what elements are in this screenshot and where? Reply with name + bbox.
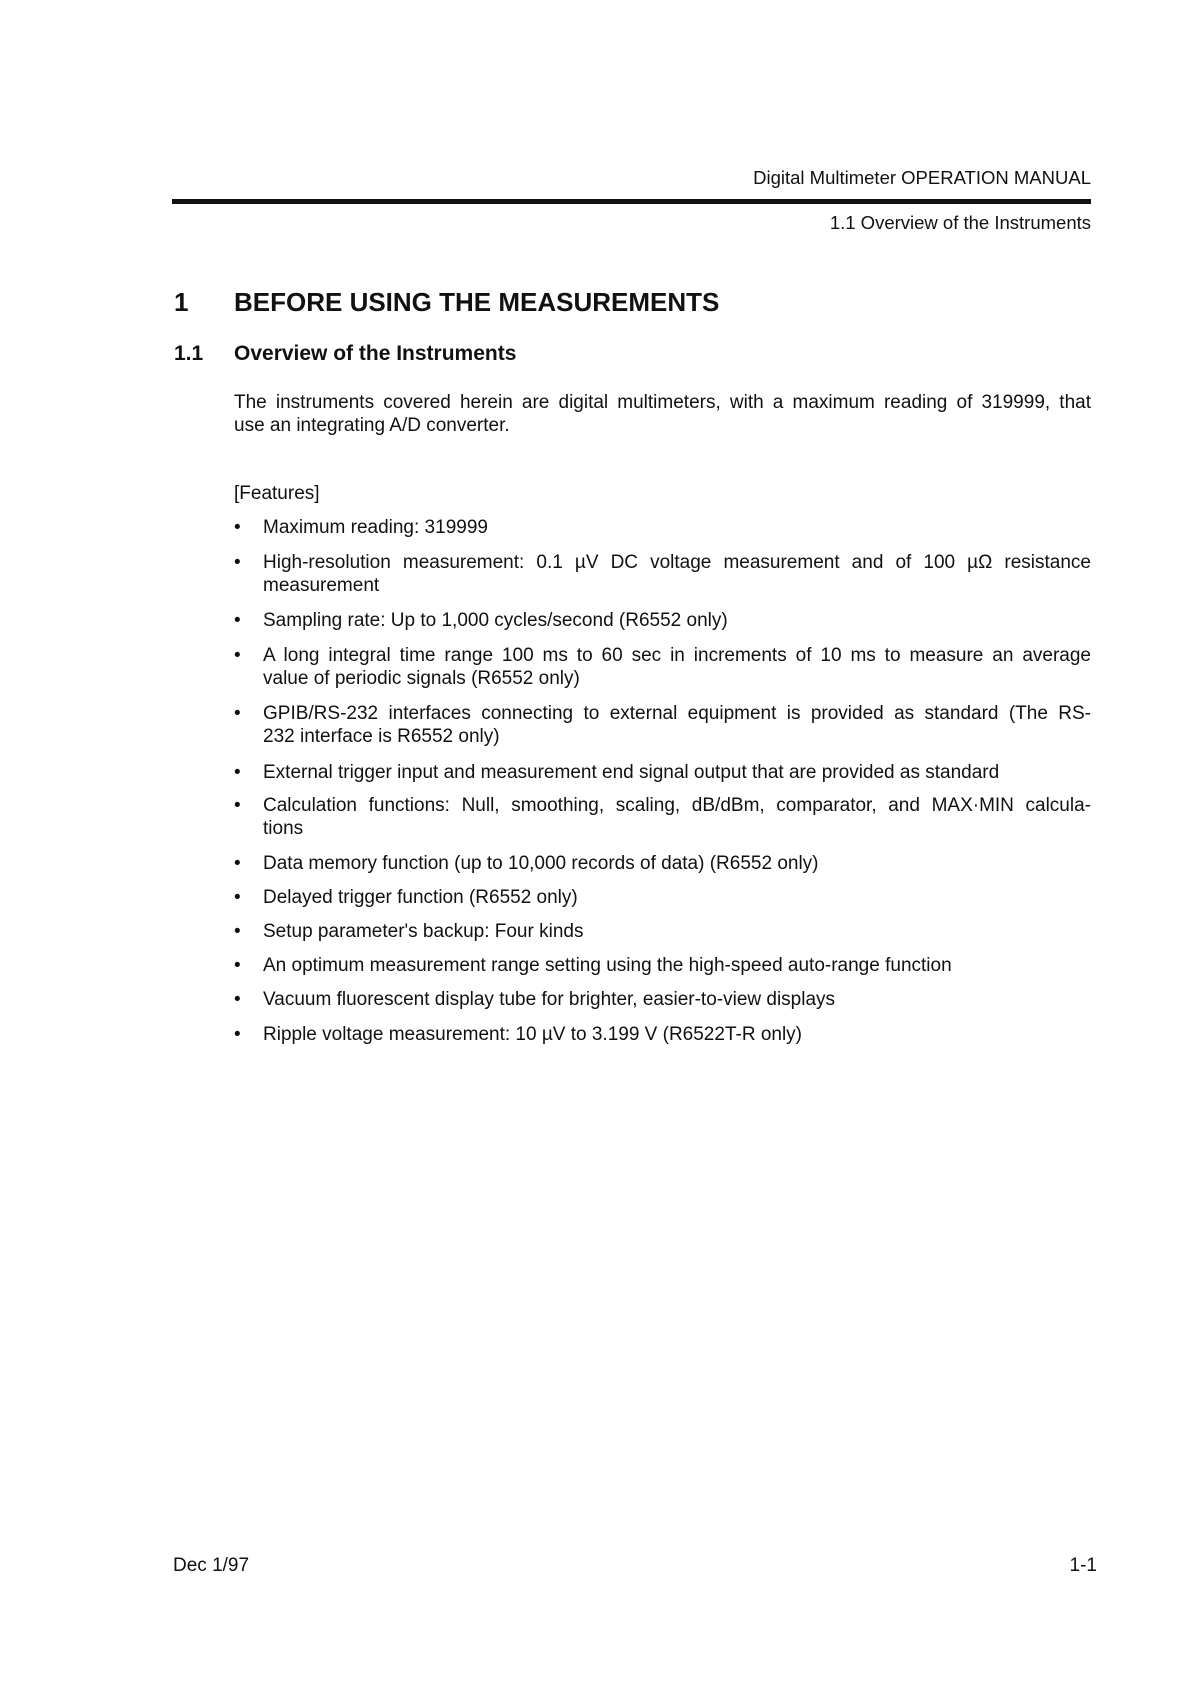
bullet-icon: • [234,853,241,874]
feature-text [263,853,1091,876]
feature-text [263,610,1091,633]
feature-line: Data memory function (up to 10,000 records of data) (R6552 only) [263,853,819,874]
footer-date: Dec 1/97 [173,1555,250,1576]
feature-text [263,989,1091,1012]
feature-line: An optimum measurement range setting using the high-speed auto-range function [263,955,952,976]
feature-line: High-resolution measurement: 0.1 µV DC voltage measurement and of 100 µΩ resistance [263,552,1091,573]
feature-line: Ripple voltage measurement: 10 µV to 3.199 V (R6522T-R only) [263,1024,803,1045]
feature-line: value of periodic signals (R6552 only) [263,667,580,689]
page-number: 1-1 [1069,1555,1097,1576]
feature-line: Delayed trigger function (R6552 only) [263,887,578,908]
bullet-icon: • [234,517,241,538]
feature-line: measurement [263,574,380,596]
feature-text [263,1024,1091,1047]
bullet-icon: • [234,552,241,573]
feature-text [263,762,1091,785]
header-rule [172,199,1091,204]
bullet-icon: • [234,762,241,783]
feature-line: tions [263,817,304,839]
intro-line: The instruments covered herein are digital multimeters, with a maximum reading of 319999, that [234,392,1091,413]
running-header-title: Digital Multimeter OPERATION MANUAL [753,167,1091,188]
bullet-icon: • [234,645,241,666]
feature-text [263,703,1091,748]
feature-text [263,517,1091,540]
running-header-section: 1.1 Overview of the Instruments [829,212,1091,233]
bullet-icon: • [234,1024,241,1045]
bullet-icon: • [234,610,241,631]
bullet-icon: • [234,989,241,1010]
section-title: Overview of the Instruments [234,342,517,365]
feature-line: External trigger input and measurement end signal output that are provided as standard [263,762,1000,783]
feature-line: Calculation functions: Null, smoothing, scaling, dB/dBm, comparator, and MAX·MIN calcula- [263,795,1091,816]
feature-text [263,921,1091,944]
feature-text [263,795,1091,840]
feature-line: Sampling rate: Up to 1,000 cycles/second (R6552 only) [263,610,728,631]
feature-text [263,955,1091,978]
feature-text [263,552,1091,597]
bullet-icon: • [234,887,241,908]
feature-line: Maximum reading: 319999 [263,517,488,538]
feature-line: GPIB/RS-232 interfaces connecting to external equipment is provided as standard (The RS- [263,703,1091,724]
features-label: [Features] [234,483,320,504]
bullet-icon: • [234,703,241,724]
feature-line: 232 interface is R6552 only) [263,725,500,747]
bullet-icon: • [234,795,241,816]
bullet-icon: • [234,921,241,942]
chapter-title: BEFORE USING THE MEASUREMENTS [234,287,720,317]
feature-line: A long integral time range 100 ms to 60 sec in increments of 10 ms to measure an average [263,645,1091,666]
feature-text [263,887,1091,910]
intro-line: use an integrating A/D converter. [234,414,510,436]
feature-text [263,645,1091,690]
intro-paragraph [234,392,1091,437]
chapter-number: 1 [174,287,189,317]
section-number: 1.1 [174,342,204,365]
feature-line: Vacuum fluorescent display tube for brighter, easier-to-view displays [263,989,836,1010]
bullet-icon: • [234,955,241,976]
feature-line: Setup parameter's backup: Four kinds [263,921,584,942]
